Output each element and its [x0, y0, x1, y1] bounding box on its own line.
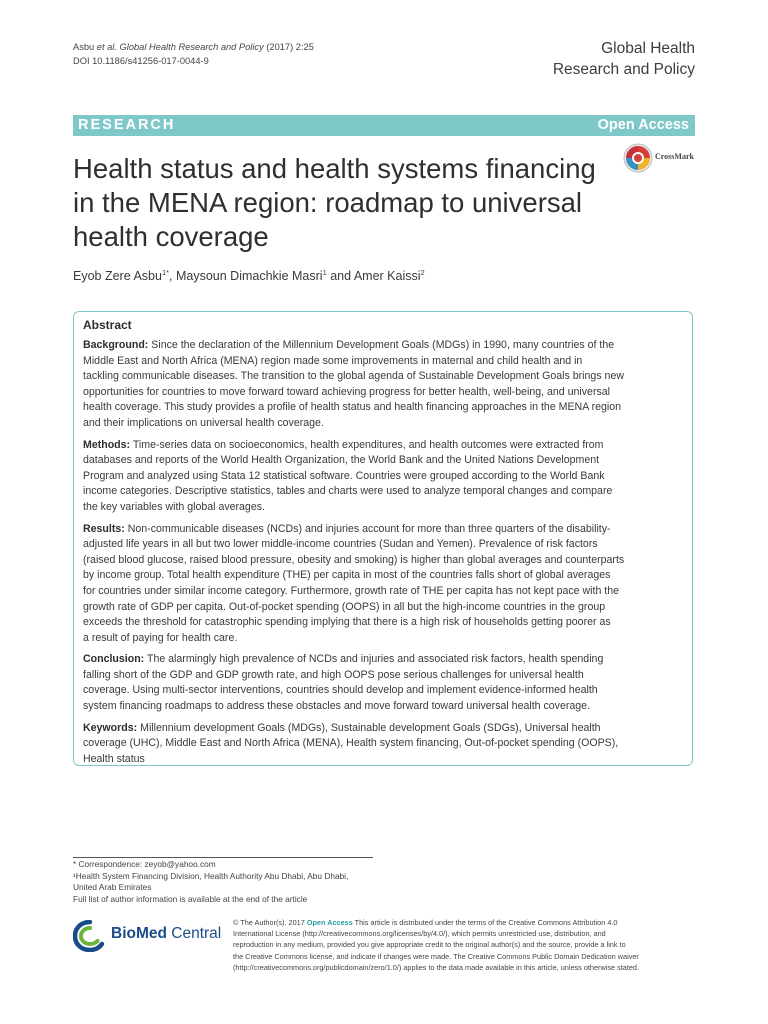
journal-name-line2: Research and Policy	[552, 61, 695, 78]
abstract-text: The alarmingly high prevalence of NCDs and injuries and associated risk factors, health spending	[144, 653, 604, 666]
abstract-line: the key variables with global averages.	[83, 500, 265, 513]
abstract-text: Millennium development Goals (MDGs), Sustainable development Goals (SDGs), Universal health	[137, 721, 601, 734]
abstract-body	[83, 338, 683, 773]
license-statement	[233, 917, 639, 973]
abstract-line: and their implications on universal health coverage.	[83, 416, 324, 429]
article-title	[73, 152, 613, 254]
author-name[interactable]: Eyob Zere Asbu	[73, 269, 162, 284]
open-access-label: Open Access	[597, 117, 689, 133]
citation-block	[73, 40, 314, 68]
author-name[interactable]: and Amer Kaissi	[326, 269, 421, 284]
journal-name-line1: Global Health	[601, 40, 695, 57]
citation-line	[73, 40, 314, 54]
article-type-label: RESEARCH	[78, 117, 176, 133]
publisher-logo[interactable]	[73, 920, 223, 952]
abstract-line: Program and analyzed using Stata 12 statistical software. Countries were grouped according to the World Bank	[83, 469, 605, 482]
license-line: reproduction in any medium, provided you give appropriate credit to the original author(s) and the source, provide a link to	[233, 940, 626, 950]
abstract-line: coverage. Using multi-sector interventions, countries should develop and implement evidence-informed health	[83, 684, 598, 697]
abstract-methods	[83, 438, 683, 516]
correspondence-email[interactable]: * Correspondence: zeyob@yahoo.com	[73, 859, 216, 869]
abstract-line: databases and reports of the World Health Organization, the World Bank and the United Nations Development	[83, 454, 600, 467]
author-list	[73, 264, 425, 285]
author-info-note: Full list of author information is available at the end of the article	[73, 893, 308, 904]
affiliation-line: ¹Health System Financing Division, Health Authority Abu Dhabi, Abu Dhabi,	[73, 870, 349, 881]
abstract-line: tackling communicable diseases. The transition to the global agenda of Sustainable Development Goals brings new	[83, 370, 624, 383]
abstract-line: Middle East and North Africa (MENA) region made some improvements in maternal and child health and in	[83, 354, 583, 367]
abstract-background	[83, 338, 683, 432]
abstract-line: opportunities for countries to move forward toward achieving progress for better health, well-being, and universal	[83, 385, 611, 398]
author-name[interactable]: , Maysoun Dimachkie Masri	[169, 269, 323, 284]
abstract-conclusion	[83, 652, 683, 714]
abstract-keywords	[83, 721, 683, 768]
crossmark-badge[interactable]	[623, 143, 698, 173]
license-line: the Creative Commons license, and indicate if changes were made. The Creative Commons Public Domain Dedication waiver	[233, 951, 639, 961]
license-line: International License (http://creativecommons.org/licenses/by/4.0/), which permits unrestricted use, distribution, and	[233, 929, 606, 939]
publisher-name-bold: BioMed	[111, 925, 167, 942]
title-line: Health status and health systems financing	[73, 153, 596, 184]
footnotes	[73, 859, 348, 905]
abstract-line: system financing roadmaps to address these obstacles and move forward toward universal health coverage.	[83, 700, 591, 713]
footnote-divider	[73, 857, 373, 858]
crossmark-icon	[623, 143, 653, 173]
abstract-line	[83, 438, 683, 454]
abstract-line: (raised blood glucose, raised blood pressure, obesity and smoking) is higher than global averages and counterparts	[83, 553, 625, 566]
license-line	[233, 917, 639, 928]
open-access-inline: Open Access	[306, 918, 353, 927]
license-line: (http://creativecommons.org/publicdomain/zero/1.0/) applies to the data made available in this article, unless otherwise stated.	[233, 962, 639, 972]
author-affiliation-mark: 1*	[161, 268, 170, 277]
abstract-line: adjusted life years in all but two lower middle-income countries (Sudan and Yemen). Prevalence of risk factors	[83, 538, 598, 551]
abstract-text: Non-communicable diseases (NCDs) and injuries account for more than three quarters of the disability-	[124, 522, 611, 535]
title-line: health coverage	[73, 221, 269, 252]
abstract-line: Health status	[83, 752, 145, 765]
section-label: Results:	[83, 522, 125, 535]
abstract-line: exceeds the threshold for catastrophic spending implying that there is a high risk of households getting poorer as	[83, 616, 611, 629]
article-type-bar	[73, 115, 695, 136]
abstract-line: health coverage. This study provides a profile of health status and health financing approaches in the MENA region	[83, 401, 622, 414]
abstract-line: coverage (UHC), Middle East and North Africa (MENA), Health system financing, Out-of-pocket spending (OOPS),	[83, 737, 619, 750]
abstract-line	[83, 338, 683, 354]
abstract-line: for countries under similar income category. Furthermore, growth rate of THE per capita has not kept pace with the	[83, 584, 620, 597]
abstract-line: falling short of the GDP and GDP growth rate, and high OOPS pose serious challenges for universal health	[83, 668, 584, 681]
section-label: Keywords:	[83, 721, 138, 734]
abstract-results	[83, 522, 683, 647]
publisher-name-rest: Central	[166, 925, 222, 942]
abstract-line: income categories. Descriptive statistics, tables and charts were used to analyze temporal changes and compare	[83, 485, 613, 498]
author-affiliation-mark: 1	[322, 268, 327, 277]
abstract-line: a result of paying for health care.	[83, 631, 238, 644]
abstract-line: by income group. Total health expenditure (THE) per capita in most of the countries falls short of global averages	[83, 569, 611, 582]
license-text: This article is distributed under the terms of the Creative Commons Attribution 4.0	[352, 918, 618, 927]
crossmark-label: CrossMark	[655, 152, 694, 161]
abstract-line	[83, 652, 683, 668]
abstract-line: growth rate of GDP per capita. Out-of-pocket spending (OOPS) in all but the high-income countries in the group	[83, 600, 606, 613]
abstract-box	[73, 311, 693, 766]
abstract-heading: Abstract	[83, 318, 132, 332]
doi[interactable]: DOI 10.1186/s41256-017-0044-9	[73, 56, 209, 66]
title-line: in the MENA region: roadmap to universal	[73, 187, 583, 218]
section-label: Background:	[83, 339, 149, 351]
abstract-text: Since the declaration of the Millennium Development Goals (MDGs) in 1990, many countries of the	[148, 339, 615, 351]
abstract-text: Time-series data on socioeconomics, health expenditures, and health outcomes were extracted from	[130, 438, 604, 451]
abstract-line	[83, 721, 683, 737]
affiliation-line: United Arab Emirates	[73, 882, 152, 893]
citation-author: Asbu	[73, 42, 95, 52]
journal-name	[553, 38, 695, 80]
publisher-name	[111, 925, 221, 943]
copyright-text: © The Author(s). 2017	[233, 918, 307, 927]
biomed-central-logo-icon	[73, 920, 107, 952]
section-label: Methods:	[83, 438, 131, 451]
citation-journal: et al. Global Health Research and Policy	[96, 42, 264, 52]
section-label: Conclusion:	[83, 653, 145, 666]
author-affiliation-mark: 2	[420, 268, 425, 277]
citation-year: (2017) 2:25	[266, 42, 314, 52]
abstract-line	[83, 522, 683, 538]
